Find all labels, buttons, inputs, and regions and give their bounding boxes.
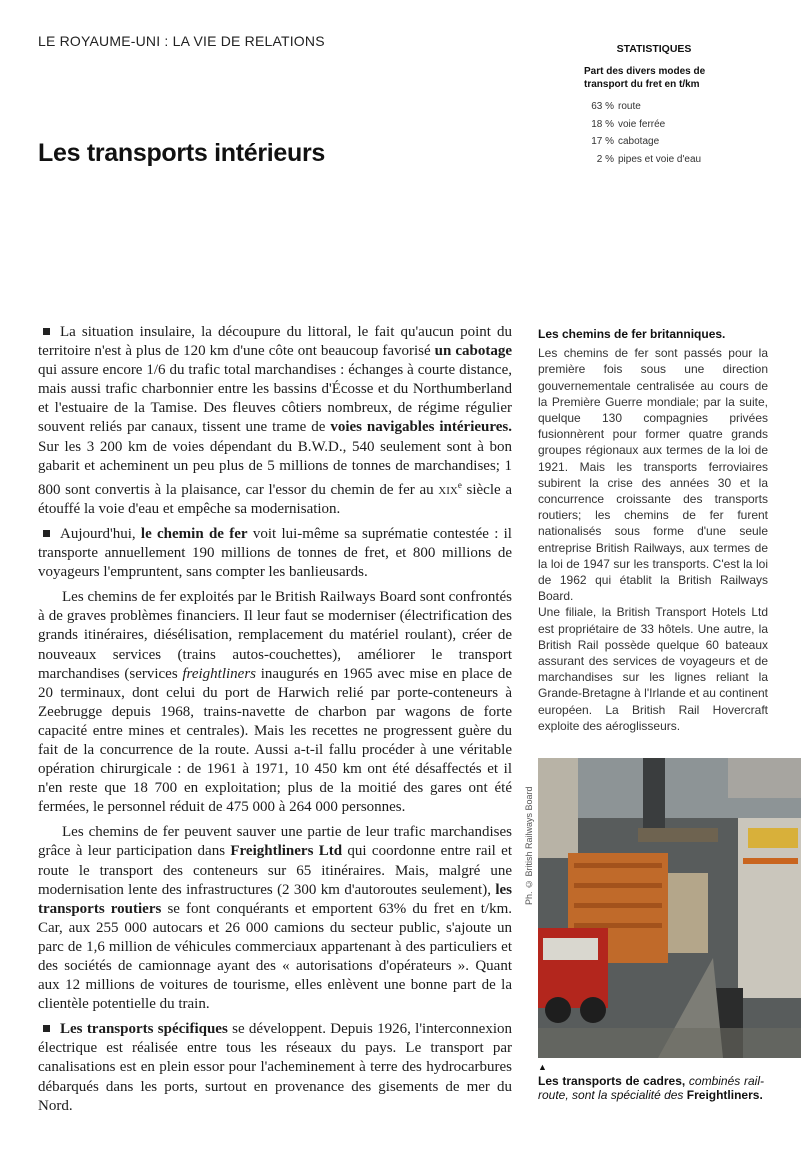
stats-row-pct: 2 % bbox=[596, 153, 614, 165]
caption-bold: Freightliners. bbox=[686, 1088, 763, 1102]
italic-term: freightliners bbox=[182, 665, 256, 682]
caption-italic: combinés rail-route, sont la spécialité des bbox=[538, 1074, 764, 1102]
text-run: La situation insulaire, la découpure du littoral, le fait qu'aucun point du territoire n'est à plus de 120 km d'une côte ont beaucoup favorisé bbox=[38, 324, 512, 360]
stats-row bbox=[584, 98, 724, 116]
caption-arrow-icon: ▲ bbox=[538, 1062, 547, 1072]
paragraph-cabotage bbox=[38, 323, 512, 519]
bold-term: les transports routiers bbox=[38, 881, 512, 917]
bold-term: voies navigables intérieures. bbox=[330, 419, 512, 436]
paragraph-specific-transport bbox=[38, 1020, 512, 1115]
paragraph-british-railways bbox=[38, 588, 512, 817]
text-run: qui coordonne entre rail et route le transport des conteneurs sur 65 itinéraires. Mais, malgré une modernisation lente des infrastructures (2 300 km d'autoroutes seulement), bbox=[38, 843, 512, 898]
photo-illustration bbox=[538, 758, 801, 1058]
text-run: Les chemins de fer peuvent sauver une partie de leur trafic marchandises grâce à leur participation dans bbox=[38, 824, 512, 860]
bold-term: Les transports spécifiques bbox=[60, 1021, 228, 1038]
stats-row-label: voie ferrée bbox=[618, 118, 666, 130]
stats-row bbox=[584, 151, 724, 169]
text-run: Aujourd'hui, bbox=[60, 525, 141, 542]
statistics-box bbox=[584, 43, 724, 168]
caption-bold: Les transports de cadres, bbox=[538, 1074, 686, 1088]
stats-row-label: pipes et voie d'eau bbox=[618, 153, 702, 165]
stats-title: STATISTIQUES bbox=[616, 43, 692, 55]
text-run: se font conquérants et emportent 63% du fret en t/km. Car, aux 255 000 autocars et 26 000 camions du secteur public, s'ajoute un parc de 1,6 million de véhicules commerciaux appartenant à des particuliers et des sociétés de camionnage ayant des « autorisations d'opérateurs ». Quant aux 12 millions de voitures de tourisme, elles enlèvent une bonne part de la clientèle potentielle du train. bbox=[38, 900, 512, 1013]
page-title: Les transports intérieurs bbox=[38, 139, 326, 167]
photo-credit: Ph. © British Railways Board bbox=[524, 786, 534, 905]
stats-subtitle: Part des divers modes de transport du fret en t/km bbox=[584, 66, 706, 90]
bullet-icon bbox=[43, 530, 50, 537]
bold-term: le chemin de fer bbox=[140, 525, 248, 542]
stats-row bbox=[584, 116, 724, 134]
text-run: Sur les 3 200 km de voies dépendant du B.W.D., 540 seulement sont à bon gabarit et acheminent un peu plus de 5 millions de tonnes de marchandises; 1 800 sont convertis à la plaisance, car l'essor du chemin de fer au bbox=[38, 438, 512, 498]
photo-caption bbox=[538, 1074, 764, 1102]
section-header: LE ROYAUME-UNI : LA VIE DE RELATIONS bbox=[38, 33, 325, 49]
bold-term: un cabotage bbox=[434, 343, 512, 360]
stats-row-label: route bbox=[618, 101, 641, 112]
text-run: voit lui-même sa suprématie contestée : il transporte annuellement 190 millions de tonnes de fret, et 800 millions de voyageurs l'empruntent, sans compter les banlieusards. bbox=[38, 525, 512, 581]
century-numeral: xix bbox=[438, 481, 458, 498]
sidebar-box bbox=[538, 326, 768, 734]
bullet-icon bbox=[43, 328, 50, 335]
stats-row-pct: 18 % bbox=[591, 118, 614, 130]
stats-row-pct: 17 % bbox=[591, 136, 614, 147]
sidebar-paragraph: Les chemins de fer sont passés pour la première fois sous une direction gouvernementale centralisée au cours de la Première Guerre mondiale; par la suite, quelque 130 compagnies privées fusionnèrent pour former quatre grands groupes régionaux aux termes de la loi de 1921. Mais les transports ferroviaires subirent la crise des années 30 et la concurrence croissante des transports routiers; les chemins de fer furent nationalisés sous forme d'une seule entreprise British Railways, aux termes de la loi de 1947 sur les transports. C'est la loi de 1962 qui établit la British Railways Board. bbox=[538, 346, 768, 604]
sidebar-title: Les chemins de fer britanniques. bbox=[538, 327, 726, 341]
photo-freightliner-terminal bbox=[538, 758, 801, 1058]
text-run: siècle a étouffé la voie d'eau et empêche sa modernisation. bbox=[38, 481, 512, 517]
text-run: qui assure encore 1/6 du trafic total marchandises : échanges à courte distance, mais aussi trafic charbonnier entre les bassins d'Écosse et du Northumberland et l'estuaire de la Tamise. Des fleuves côtiers nombreux, de régime régulier souvent reliés par canaux, tissent une trame de bbox=[38, 362, 512, 436]
bullet-icon bbox=[43, 1025, 50, 1032]
paragraph-freightliners bbox=[38, 823, 512, 1014]
stats-row-pct: 63 % bbox=[591, 101, 614, 112]
main-text-column bbox=[38, 323, 512, 1122]
text-run: inaugurés en 1965 avec mise en place de 20 terminaux, dont celui du port de Harwich relié par porte-conteneurs à Zeebrugge depuis 1968, trains-navette de charbon par wagons de forte capacité entre mines et centrales). Mais les recettes ne progressent guère du fait de la concurrence de la route. Aussi a-t-il fallu procéder à une véritable opération chirurgicale : de 1961 à 1971, 10 450 km ont été désaffectés et il n'en reste que 18 700 en exploitation; plus de la moitié des gares ont été fermées, le personnel réduit de 475 000 à 264 000 personnes. bbox=[38, 665, 512, 816]
stats-row-label: cabotage bbox=[618, 136, 660, 147]
stats-row bbox=[584, 133, 724, 151]
paragraph-railway bbox=[38, 525, 512, 582]
superscript: e bbox=[457, 479, 462, 490]
text-run: se développent. Depuis 1926, l'interconnexion électrique est réalisée entre tous les réseaux du pays. Le transport par canalisations est en plein essor pour l'acheminement à terre des hydrocarbures débarqués dans les ports, surtout en provenance des gisements de mer du Nord. bbox=[38, 1021, 512, 1114]
text-run: Les chemins de fer exploités par le British Railways Board sont confrontés à de graves problèmes financiers. Il leur faut se moderniser (électrification des grands itinéraires, diésélisation, remplacement du matériel roulant), créer de nouveaux services (trains autos-couchettes), améliorer le transport marchandises (services bbox=[38, 589, 512, 682]
sidebar-paragraph: Une filiale, la British Transport Hotels Ltd est propriétaire de 33 hôtels. Une autre, la British Rail possède quelque 60 bateaux assurant des services de voyageurs et de marchandises sur les lignes reliant la Grande-Bretagne à l'Irlande et au continent européen. La British Rail Hovercraft exploite des aéroglisseurs. bbox=[538, 605, 768, 733]
bold-term: Freightliners Ltd bbox=[230, 843, 343, 860]
